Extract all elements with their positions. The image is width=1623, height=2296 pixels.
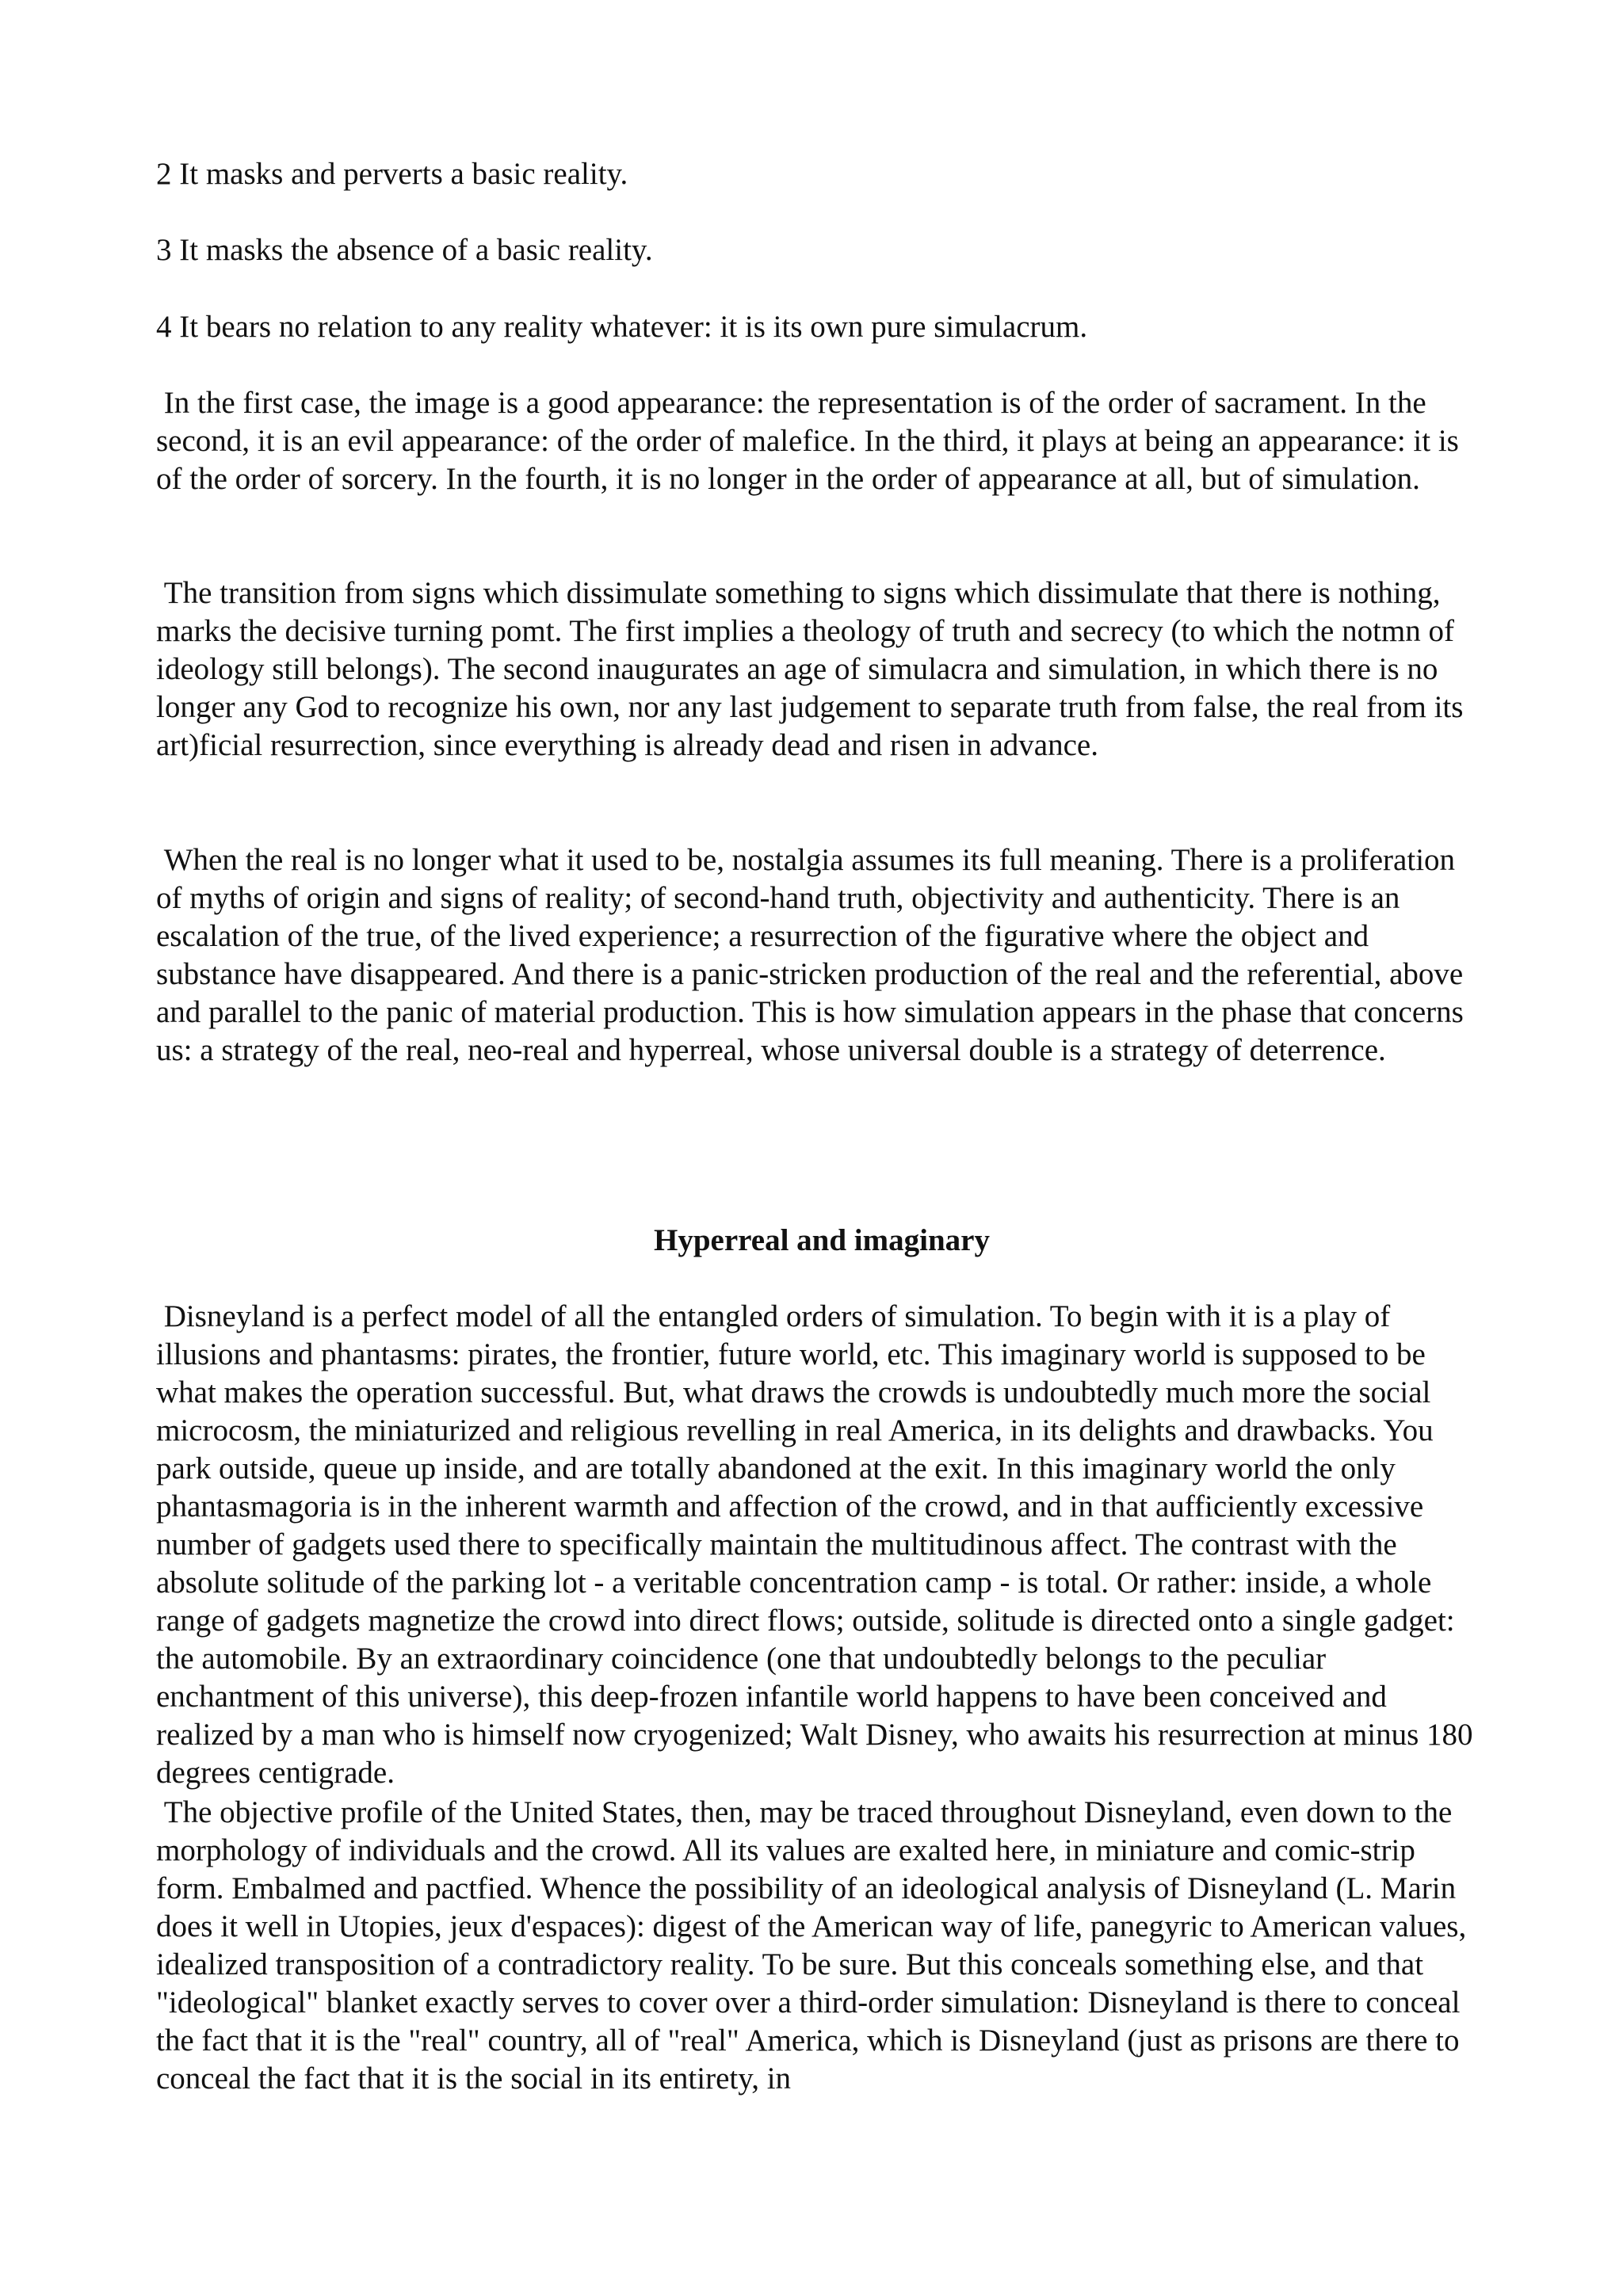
paragraph: The objective profile of the United States, then, may be traced throughout Disneyland, even down to the morphology of individuals and the crowd. All its values are exalted here, in miniature and comic-strip form. Embalmed and pactfied. Whence the possibility of an ideological analysis of Disneyland (L. Marin does it well in Utopies, jeux d'espaces): digest of the American way of life, panegyric to American values, idealized transposition of a contradictory reality. To be sure. But this conceals something else, and that "ideological" blanket exactly serves to cover over a third-order simulation: Disneyland is there to conceal the fact that it is the "real" country, all of "real" America, which is Disneyland (just as prisons are there to conceal the fact that it is the social in its entirety, in	[156, 1795, 1474, 2096]
list-item: 2 It masks and perverts a basic reality.	[156, 157, 628, 191]
paragraph: When the real is no longer what it used to be, nostalgia assumes its full meaning. There is a proliferation of myths of origin and signs of reality; of second-hand truth, objectivity and authenticity. There is an escalation of the true, of the lived experience; a resurrection of the figurative where the object and substance have disappeared. And there is a panic-stricken production of the real and the referential, above and parallel to the panic of material production. This is how simulation appears in the phase that concerns us: a strategy of the real, neo-real and hyperreal, whose universal double is a strategy of deterrence.	[156, 843, 1472, 1067]
section-heading: Hyperreal and imaginary	[654, 1223, 990, 1257]
list-item: 3 It masks the absence of a basic reality.	[156, 233, 653, 267]
paragraph: Disneyland is a perfect model of all the entangled orders of simulation. To begin with it is a play of illusions and phantasms: pirates, the frontier, future world, etc. This imaginary world is supposed to be what makes the operation successful. But, what draws the crowds is undoubtedly much more the social microcosm, the miniaturized and religious revelling in real America, in its delights and drawbacks. You park outside, queue up inside, and are totally abandoned at the exit. In this imaginary world the only phantasmagoria is in the inherent warmth and affection of the crowd, and in that aufficiently excessive number of gadgets used there to specifically maintain the multitudinous affect. The contrast with the absolute solitude of the parking lot - a veritable concentration camp - is total. Or rather: inside, a whole range of gadgets magnetize the crowd into direct flows; outside, solitude is directed onto a single gadget: the automobile. By an extraordinary coincidence (one that undoubtedly belongs to the peculiar enchantment of this universe), this deep-frozen infantile world happens to have been conceived and realized by a man who is himself now cryogenized; Walt Disney, who awaits his resurrection at minus 180 degrees centigrade.	[156, 1299, 1481, 1790]
list-item: 4 It bears no relation to any reality whatever: it is its own pure simulacrum.	[156, 310, 1088, 344]
paragraph: The transition from signs which dissimulate something to signs which dissimulate that there is nothing, marks the decisive turning pomt. The first implies a theology of truth and secrecy (to which the notmn of ideology still belongs). The second inaugurates an age of simulacra and simulation, in which there is no longer any God to recognize his own, nor any last judgement to separate truth from false, the real from its art)ficial resurrection, since everything is already dead and risen in advance.	[156, 576, 1472, 762]
paragraph: In the first case, the image is a good appearance: the representation is of the order of sacrament. In the second, it is an evil appearance: of the order of malefice. In the third, it plays at being an appearance: it is of the order of sorcery. In the fourth, it is no longer in the order of appearance at all, but of simulation.	[156, 386, 1467, 496]
